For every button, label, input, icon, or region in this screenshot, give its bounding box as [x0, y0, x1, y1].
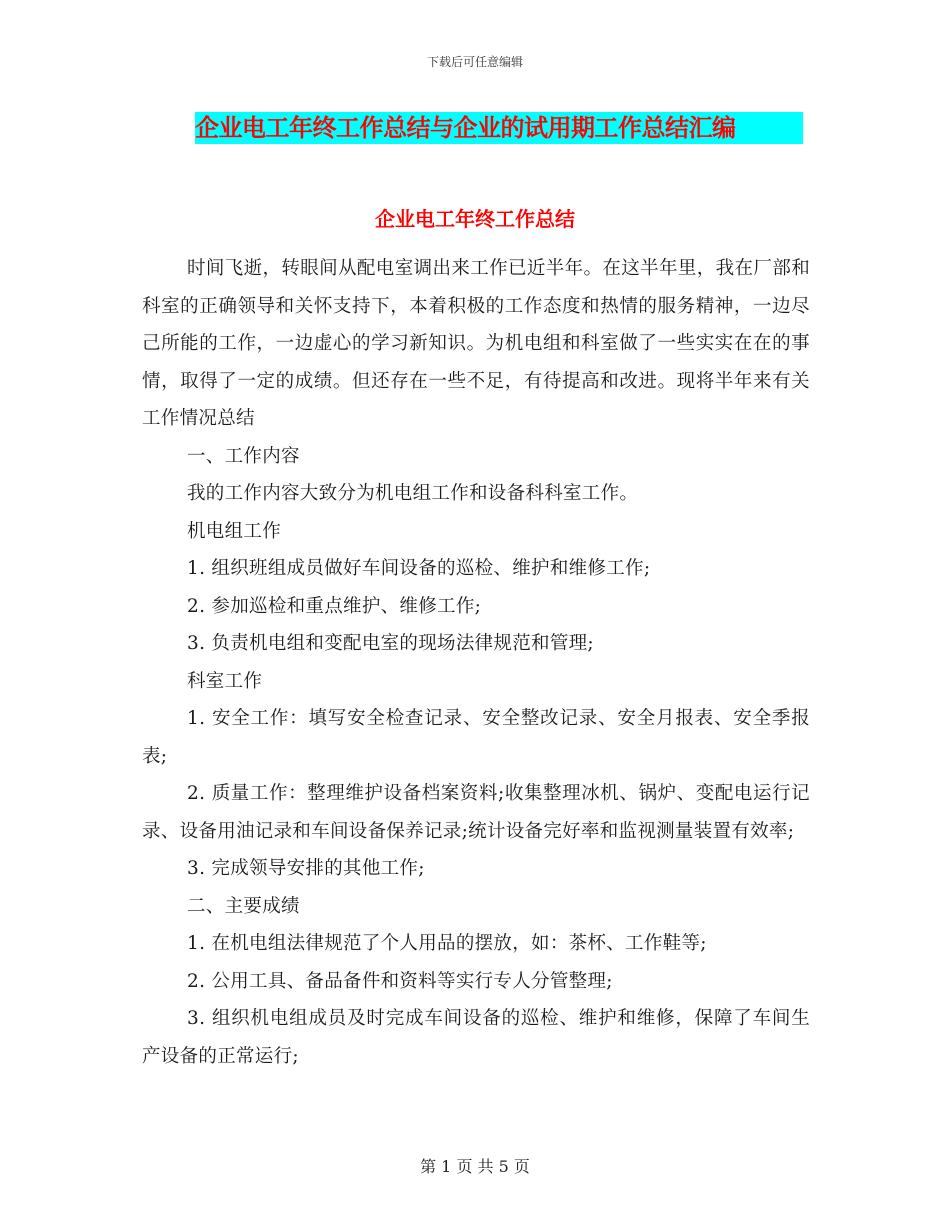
page-footer: 第 1 页 共 5 页: [420, 1157, 530, 1176]
list-item: 1. 组织班组成员做好车间设备的巡检、维护和维修工作;: [187, 558, 651, 579]
heading-achievements: 二、主要成绩: [187, 895, 300, 917]
list-item: 1. 在机电组法律规范了个人用品的摆放，如：茶杯、工作鞋等;: [187, 933, 707, 954]
list-item: 3. 完成领导安排的其他工作;: [187, 858, 425, 879]
paragraph: 我的工作内容大致分为机电组工作和设备科科室工作。: [187, 483, 639, 504]
list-item: 2. 参加巡检和重点维护、维修工作;: [187, 595, 482, 617]
document-body: [142, 250, 810, 1075]
main-title: 企业电工年终工作总结与企业的试用期工作总结汇编: [195, 112, 803, 144]
list-item: 3. 组织机电组成员及时完成车间设备的巡检、维护和维修，保障了车间生产设备的正常运行;: [142, 1008, 810, 1067]
subheading-office-work: 科室工作: [187, 670, 263, 692]
header-note: 下载后可任意编辑: [426, 55, 523, 69]
section-title: 企业电工年终工作总结: [375, 207, 575, 231]
subheading-mechanical-group: 机电组工作: [187, 520, 282, 542]
list-item: 2. 公用工具、备品备件和资料等实行专人分管整理;: [187, 970, 613, 992]
heading-work-content: 一、工作内容: [187, 445, 300, 467]
list-item: 3. 负责机电组和变配电室的现场法律规范和管理;: [187, 633, 594, 654]
list-item: 1. 安全工作：填写安全检查记录、安全整改记录、安全月报表、安全季报表;: [142, 708, 810, 767]
paragraph: 时间飞逝，转眼间从配电室调出来工作已近半年。在这半年里，我在厂部和科室的正确领导和关怀支持下，本着积极的工作态度和热情的服务精神，一边尽己所能的工作，一边虚心的学习新知识。为机电组和科室做了一些实实在在的事情，取得了一定的成绩。但还存在一些不足，有待提高和改进。现将半年来有关工作情况总结: [142, 258, 810, 429]
list-item: 2. 质量工作：整理维护设备档案资料;收集整理冰机、锅炉、变配电运行记录、设备用油记录和车间设备保养记录;统计设备完好率和监视测量装置有效率;: [142, 783, 810, 842]
